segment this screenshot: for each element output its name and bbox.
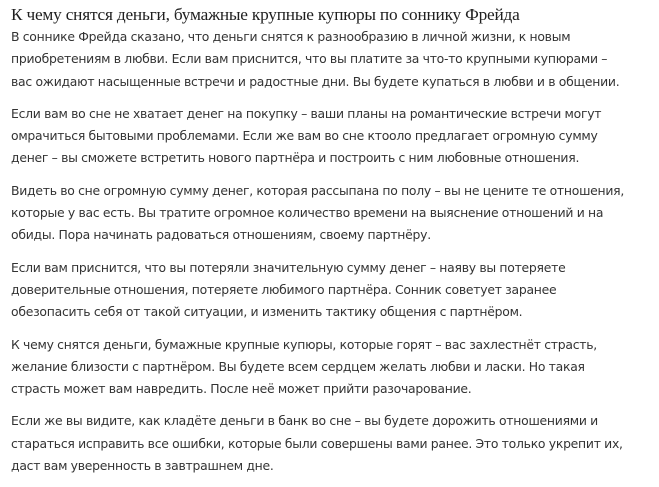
paragraph-line: желание близости с партнёром. Вы будете всем сердцем желать любви и ласки. Но такая — [11, 358, 585, 374]
paragraph-line: К чему снятся деньги, бумажные крупные купюры, которые горят – вас захлестнёт страсть, — [11, 336, 597, 352]
paragraph — [11, 410, 655, 477]
paragraph-line: Если же вы видите, как кладёте деньги в банк во сне – вы будете дорожить отношениями и — [11, 413, 598, 429]
paragraph-line: обиды. Пора начинать радоваться отношениям, своему партнёру. — [11, 227, 431, 243]
paragraph — [11, 103, 655, 170]
paragraph-line: В соннике Фрейда сказано, что деньги снятся к разнообразию в личной жизни, к новым — [11, 29, 571, 44]
paragraph-line: обезопасить себя от такой ситуации, и изменить тактику общения с партнёром. — [11, 304, 523, 320]
paragraph-line: которые у вас есть. Вы тратите огромное количество времени на выяснение отношений и на — [11, 205, 604, 221]
paragraph-line: доверительные отношения, потеряете любимого партнёра. Сонник советует заранее — [11, 281, 557, 297]
paragraph-line: денег – вы сможете встретить нового партнёра и построить с ним любовные отношения. — [11, 150, 580, 166]
paragraph-line: приобретениям в любви. Если вам приснится, что вы платите за что-то крупными купюрами – — [11, 51, 608, 67]
article-title: К чему снятся деньги, бумажные крупные купюры по соннику Фрейда — [11, 5, 520, 24]
paragraph-line: стараться исправить все ошибки, которые были совершены вами ранее. Это только укрепит их, — [11, 435, 623, 451]
paragraph-line: омрачиться бытовыми проблемами. Если же вам во сне ктооло предлагает огромную сумму — [11, 128, 598, 144]
paragraph-line: Если вам во сне не хватает денег на покупку – ваши планы на романтические встречи могут — [11, 105, 602, 121]
paragraph-line: Видеть во сне огромную сумму денег, которая рассыпана по полу – вы не цените те отношения, — [11, 182, 625, 198]
paragraph — [11, 26, 655, 93]
paragraph-line: вас ожидают насыщенные встречи и радостные дни. Вы будете купаться в любви и в общении. — [11, 73, 620, 89]
article — [11, 4, 655, 487]
paragraph-line: Если вам приснится, что вы потеряли значительную сумму денег – наяву вы потеряете — [11, 259, 566, 275]
paragraph-line: страсть может вам навредить. После неё может прийти разочарование. — [11, 381, 472, 397]
paragraph-line: даст вам уверенность в завтрашнем дне. — [11, 458, 274, 474]
paragraph — [11, 257, 655, 324]
paragraph — [11, 180, 655, 247]
paragraph — [11, 334, 655, 401]
